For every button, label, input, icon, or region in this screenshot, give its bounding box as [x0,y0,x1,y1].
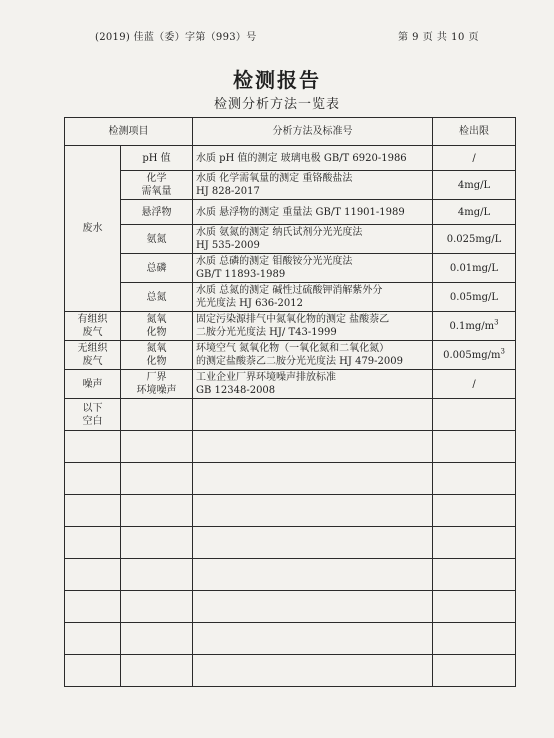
limit-cell: / [433,146,516,171]
limit-superscript: 3 [494,318,499,327]
method-cell: 水质 总氮的测定 碱性过硫酸钾消解紫外分 光光度法 HJ 636-2012 [193,283,433,312]
item-cell: 氮氧 化物 [121,341,193,370]
limit-value: 0.1mg/m [449,320,495,332]
table-row [65,283,516,312]
limit-cell: 0.05mg/L [433,283,516,312]
blank-note: 以下 空白 [65,399,121,431]
item-cell: 悬浮物 [121,200,193,225]
item-cell: 总氮 [121,283,193,312]
table-row [65,146,516,171]
method-cell: 固定污染源排气中氮氧化物的测定 盐酸萘乙 二胺分光光度法 HJ/ T43-1999 [193,312,433,341]
limit-cell: 4mg/L [433,171,516,200]
item-cell: pH 值 [121,146,193,171]
methods-table [64,117,516,687]
table-row-blank [65,591,516,623]
report-title: 检测报告 [233,68,321,92]
method-cell: 水质 化学需氧量的测定 重铬酸盐法 HJ 828-2017 [193,171,433,200]
group-organized-gas: 有组织 废气 [65,312,121,341]
table-row-blank [65,527,516,559]
item-cell: 氨氮 [121,225,193,254]
table-row [65,254,516,283]
limit-cell: 0.01mg/L [433,254,516,283]
document-number: (2019) 佳蓝（委）字第（993）号 [95,32,257,43]
method-cell: 水质 总磷的测定 钼酸铵分光光度法 GB/T 11893-1989 [193,254,433,283]
item-cell: 总磷 [121,254,193,283]
item-cell: 氮氧 化物 [121,312,193,341]
report-subtitle: 检测分析方法一览表 [213,97,340,112]
table-row [65,370,516,399]
table-row [65,200,516,225]
limit-superscript: 3 [500,347,505,356]
table-row-blank [65,463,516,495]
limit-value: 0.005mg/m [443,349,501,361]
item-cell: 厂界 环境噪声 [121,370,193,399]
group-wastewater: 废水 [65,146,121,312]
table-row-blank [65,495,516,527]
group-unorganized-gas: 无组织 废气 [65,341,121,370]
table-row [65,312,516,341]
method-cell: 水质 悬浮物的测定 重量法 GB/T 11901-1989 [193,200,433,225]
method-cell: 环境空气 氮氧化物（一氧化氮和二氧化氮） 的测定盐酸萘乙二胺分光光度法 HJ 479-2009 [193,341,433,370]
table-row-blank [65,559,516,591]
table-row [65,225,516,254]
group-noise: 噪声 [65,370,121,399]
limit-cell: / [433,370,516,399]
table-row-blank [65,623,516,655]
item-cell: 化学 需氧量 [121,171,193,200]
page-info: 第 9 页 共 10 页 [398,32,479,43]
header-limit: 检出限 [433,118,516,146]
method-cell: 水质 氨氮的测定 纳氏试剂分光光度法 HJ 535-2009 [193,225,433,254]
table-header-row [65,118,516,146]
table-row-blank [65,399,516,431]
table-row-blank [65,655,516,687]
method-cell: 工业企业厂界环境噪声排放标准 GB 12348-2008 [193,370,433,399]
limit-cell: 0.025mg/L [433,225,516,254]
header-item: 检测项目 [65,118,193,146]
table-row [65,171,516,200]
limit-cell [433,341,516,370]
table-row-blank [65,431,516,463]
header-method: 分析方法及标准号 [193,118,433,146]
method-cell: 水质 pH 值的测定 玻璃电极 GB/T 6920-1986 [193,146,433,171]
limit-cell [433,312,516,341]
table-row [65,341,516,370]
limit-cell: 4mg/L [433,200,516,225]
